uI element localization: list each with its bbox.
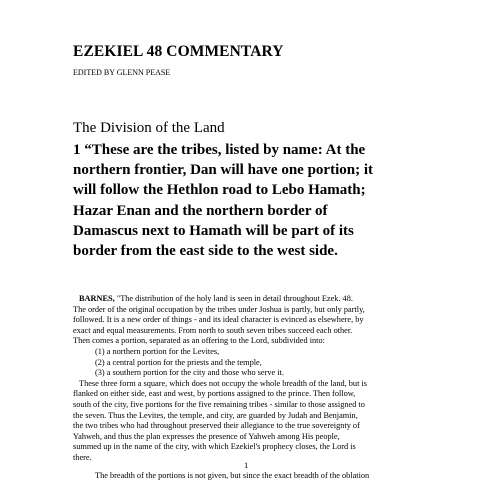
verse-line: will follow the Hethlon road to Lebo Hamath;: [73, 182, 366, 199]
commentary-line: The breadth of the portions is not given, but since the exact breadth of the oblation: [95, 470, 370, 480]
page-number: 1: [244, 460, 249, 470]
commentary-first-line: [73, 294, 423, 305]
verse-line: northern frontier, Dan will have one portion; it: [73, 162, 373, 179]
commentary-line: the seven. Thus the Levites, the temple, and city, are guarded by Judah and Benjamin,: [73, 410, 358, 420]
commentary-line: flanked on either side, east and west, by portions assigned to the prince. Then follow,: [73, 389, 356, 399]
commentary-line: Then comes a portion, separated as an offering to the Lord, subdivided into:: [73, 336, 325, 346]
commentary-line: there.: [73, 452, 92, 462]
verse-line: border from the east side to the west side.: [73, 243, 338, 260]
commentary-line: The order of the original occupation by the tribes under Joshua is partly, but only partly,: [73, 304, 365, 314]
section-heading: The Division of the Land: [73, 120, 225, 136]
document-editor: EDITED BY GLENN PEASE: [73, 68, 171, 77]
commentary-list-item: (1) a northern portion for the Levites,: [95, 346, 220, 356]
commentary-list-item: (3) a southern portion for the city and those who serve it.: [95, 368, 284, 378]
verse-line: Hazar Enan and the northern border of: [73, 202, 328, 219]
verse-line: Damascus next to Hamath will be part of its: [73, 222, 354, 239]
commentary-line: "The distribution of the holy land is seen in detail throughout Ezek. 48.: [116, 294, 353, 303]
commentary-line: These three form a square, which does not occupy the whole breadth of the land, but is: [79, 378, 367, 388]
commentary-line: exact and equal measurements. From north to south seven tribes succeed each other.: [73, 325, 353, 335]
commentary-author: BARNES,: [79, 294, 115, 303]
commentary-line: the two tribes who had throughout preserved their allegiance to the true sovereignty of: [73, 421, 360, 431]
commentary-block: [73, 294, 423, 481]
commentary-line: Yahweh, and thus the plan expresses the presence of Yahweh among His people,: [73, 431, 340, 441]
commentary-list-item: (2) a central portion for the priests and the temple,: [95, 357, 262, 367]
commentary-line: summed up in the name of the city, with which Ezekiel's prophecy closes, the Lord is: [73, 442, 356, 452]
verse-text: [73, 140, 433, 261]
verse-line: 1 “These are the tribes, listed by name: At the: [73, 142, 366, 158]
document-title: EZEKIEL 48 COMMENTARY: [73, 43, 284, 60]
commentary-line: followed. It is a new order of things - and its ideal character is evinced as elsewhere, by: [73, 315, 364, 325]
commentary-line: south of the city, five portions for the five remaining tribes - similar to those assigned to: [73, 399, 365, 409]
